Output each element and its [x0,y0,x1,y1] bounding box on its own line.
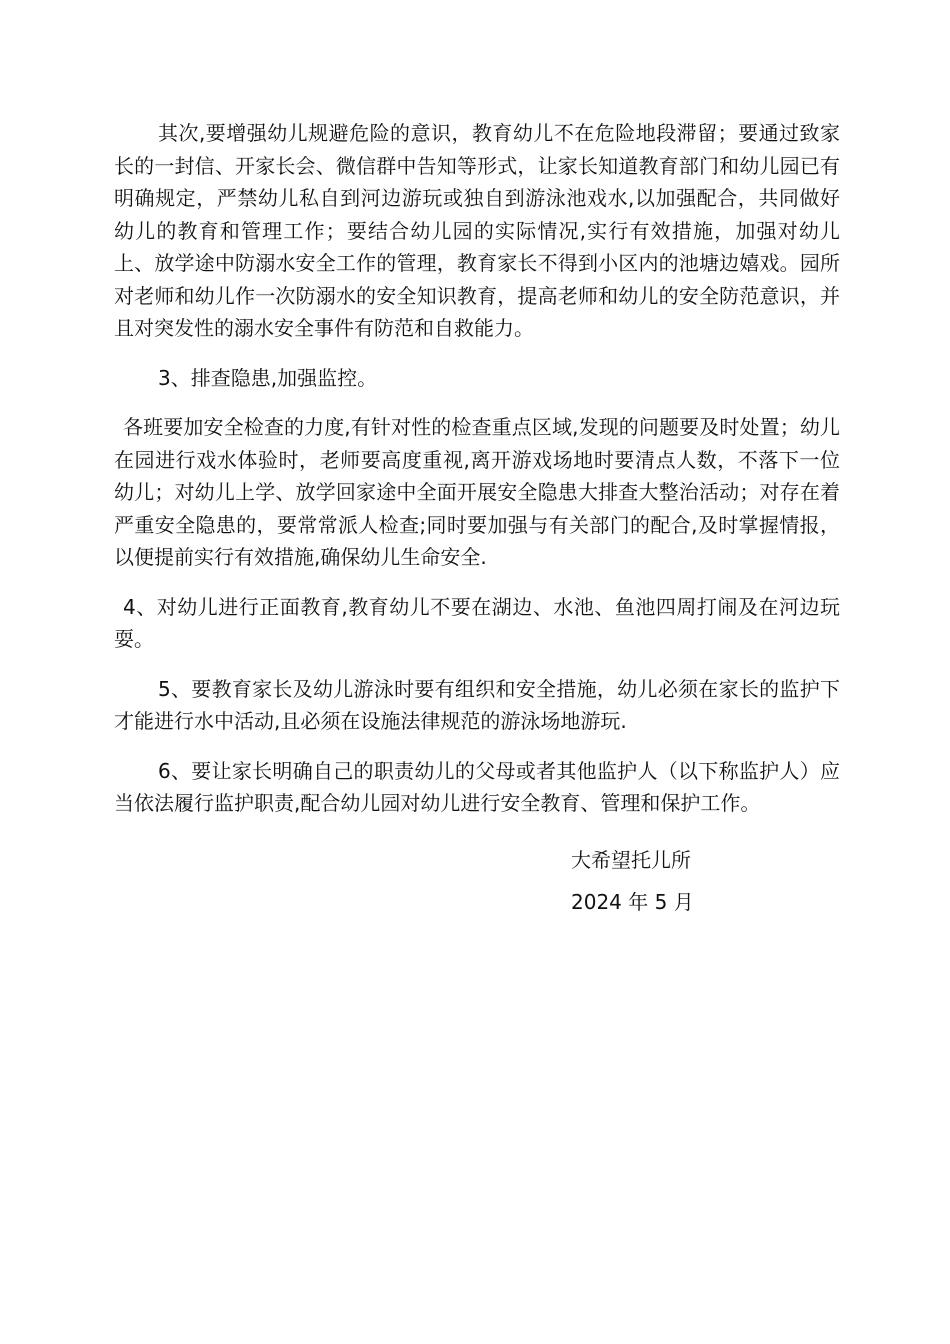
paragraph-awareness: 其次,要增强幼儿规避危险的意识，教育幼儿不在危险地段滞留；要通过致家长的一封信、开家长会、微信群中告知等形式，让家长知道教育部门和幼儿园已有明确规定，严禁幼儿私自到河边游玩或独自到游泳池戏水,以加强配合，共同做好幼儿的教育和管理工作；要结合幼儿园的实际情况,实行有效措施，加强对幼儿上、放学途中防溺水安全工作的管理，教育家长不得到小区内的池塘边嬉戏。园所对老师和幼儿作一次防溺水的安全知识教育，提高老师和幼儿的安全防范意识，并且对突发性的溺水安全事件有防范和自救能力。 [114,121,840,340]
document-body [114,117,840,837]
paragraph-heading-inspection: 3、排查隐患,加强监控。 [158,365,378,390]
paragraph-guardian-duties: 6、要让家长明确自己的职责幼儿的父母或者其他监护人（以下称监护人）应当依法履行监护职责,配合幼儿园对幼儿进行安全教育、管理和保护工作。 [114,758,840,815]
paragraph-positive-education: 4、对幼儿进行正面教育,教育幼儿不要在湖边、水池、鱼池四周打闹及在河边玩耍。 [114,594,840,651]
paragraph-inspection: 各班要加安全检查的力度,有针对性的检查重点区域,发现的问题要及时处置；幼儿在园进行戏水体验时，老师要高度重视,离开游戏场地时要清点人数，不落下一位幼儿；对幼儿上学、放学回家途中全面开展安全隐患大排查大整治活动；对存在着严重安全隐患的，要常常派人检查;同时要加强与有关部门的配合,及时掌握情报，以便提前实行有效措施,确保幼儿生命安全. [114,415,840,569]
paragraph-swimming-safety: 5、要教育家长及幼儿游泳时要有组织和安全措施，幼儿必须在家长的监护下才能进行水中活动,且必须在设施法律规范的游泳场地游玩. [114,676,840,733]
signature-organization: 大希望托儿所 [571,848,691,872]
signature-date: 2024 年 5 月 [571,890,694,914]
